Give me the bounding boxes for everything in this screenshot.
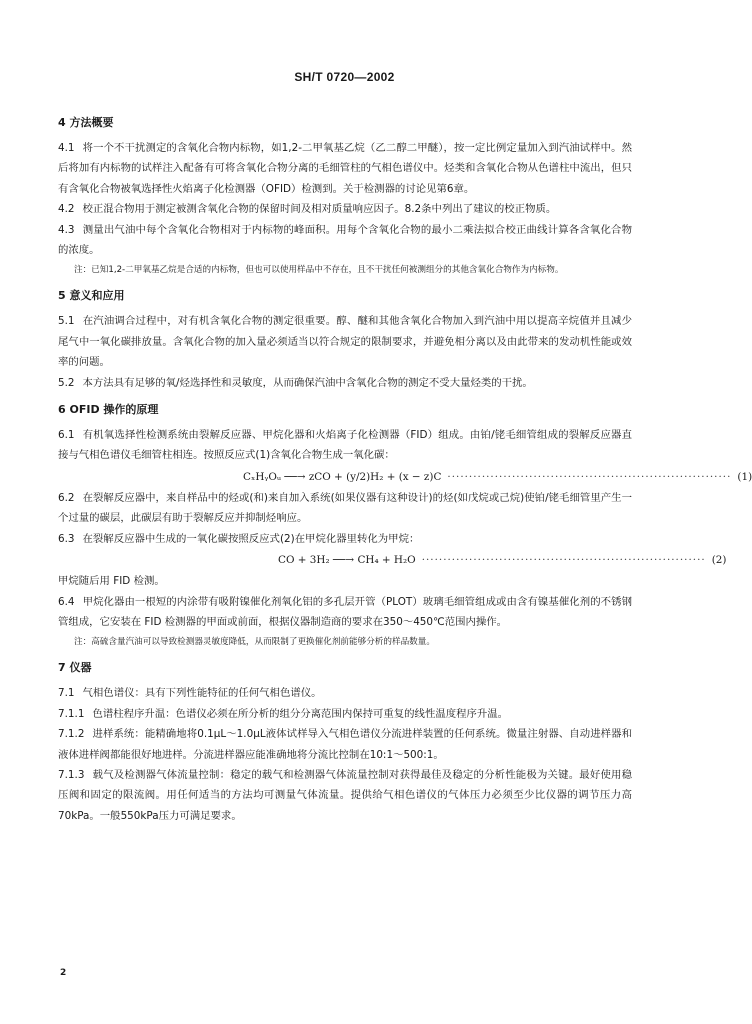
equation-2-number: (2) (711, 554, 727, 567)
section-4-title: 4 方法概要 (58, 116, 114, 129)
clause-number: 5.2 (58, 376, 75, 389)
clause-number: 4.3 (58, 223, 75, 236)
equation-1 (58, 466, 752, 488)
paragraph-7-1-1 (58, 704, 632, 724)
section-5-title: 5 意义和应用 (58, 289, 125, 303)
section-6-title: 6 OFID 操作的原理 (58, 403, 159, 417)
clause-text: 在裂解反应器中，来自样品中的烃或(和)来自加入系统(如果仪器有这种设计)的烃(如戊烷或己烷)使铂/铑毛细管里产生一个过量的碳层，此碳层有助于裂解反应并抑制烃响应。 (58, 491, 632, 525)
clause-text: 在汽油调合过程中，对有机含氧化合物的测定很重要。醇、醚和其他含氧化合物加入到汽油中用以提高辛烷值并且减少尾气中一氧化碳排放量。含氧化合物的加入量必须适当以符合规定的限制要求，并避免相分离以及由此带来的发动机性能或效率的问题。 (58, 315, 632, 369)
note-label: 注： (74, 265, 92, 276)
note-section-6 (58, 634, 632, 651)
paragraph-4-1 (58, 138, 632, 199)
equation-1-number: (1) (737, 470, 752, 483)
clause-text: 校正混合物用于测定被测含氧化合物的保留时间及相对质量响应因子。8.2条中列出了建议的校正物质。 (82, 203, 557, 216)
clause-number: 7.1.2 (58, 728, 85, 741)
section-7 (58, 657, 632, 826)
paragraph-4-2 (58, 199, 632, 219)
paragraph-7-1 (58, 683, 632, 703)
clause-text: 本方法具有足够的氧/烃选择性和灵敏度，从而确保汽油中含氧化合物的测定不受大量烃类的干扰。 (82, 376, 533, 389)
clause-number: 4.2 (58, 203, 75, 216)
section-6 (58, 399, 752, 651)
equation-2-formula: CO + 3H₂ ──→ CH₄ + H₂O (278, 554, 416, 567)
page-number: 2 (60, 968, 67, 978)
clause-number: 7.1 (58, 687, 75, 700)
paragraph-4-3 (58, 220, 632, 261)
clause-text: 将一个不干扰测定的含氧化合物内标物，如1,2-二甲氧基乙烷（乙二醇二甲醚），按一定比例定量加入到汽油试样中。然后将加有内标物的试样注入配备有可将含氧化合物分离的毛细管柱的气相色谱仪中。烃类和含氧化合物从色谱柱中流出，但只有含氧化合物被氧选择性火焰离子化检测器（OFID）检测到。关于检测器的讨论见第6章。 (58, 142, 632, 195)
clause-number: 6.1 (58, 429, 75, 442)
note-text: 高硫含量汽油可以导致检测器灵敏度降低，从而限制了更换催化剂前能够分析的样品数量。 (91, 637, 435, 648)
clause-number: 6.4 (58, 595, 75, 608)
clause-text: 在裂解反应器中生成的一氧化碳按照反应式(2)在甲烷化器里转化为甲烷： (82, 532, 420, 545)
note-label: 注： (74, 637, 92, 648)
note-text: 已知1,2-二甲氧基乙烷是合适的内标物，但也可以使用样品中不存在，且不干扰任何被测组分的其他含氧化合物作为内标物。 (91, 265, 564, 276)
clause-text: 色谱柱程序升温：色谱仪必须在所分析的组分分离范围内保持可重复的线性温度程序升温。 (92, 707, 509, 720)
paragraph-6-1 (58, 425, 632, 466)
paragraph-7-1-3 (58, 765, 632, 826)
section-5 (58, 285, 632, 393)
clause-number: 6.3 (58, 532, 75, 545)
equation-leader-dots: ·································································· (447, 470, 732, 483)
paragraph-6-3-continued: 甲烷随后用 FID 检测。 (58, 575, 165, 588)
paragraph-6-4 (58, 592, 632, 633)
section-7-title: 7 仪器 (58, 661, 92, 675)
clause-number: 5.1 (58, 315, 75, 328)
paragraph-5-1 (58, 311, 632, 372)
clause-text: 载气及检测器气体流量控制：稳定的载气和检测器气体流量控制对获得最佳及稳定的分析性能极为关键。最好使用稳压阀和固定的限流阀。用任何适当的方法均可测量气体流量。提供给气相色谱仪的气体压力必须至少比仪器的调节压力高70kPa。一般550kPa压力可满足要求。 (58, 768, 632, 822)
paragraph-5-2 (58, 373, 632, 393)
standard-code-header: SH/T 0720—2002 (294, 70, 395, 84)
clause-text: 有机氧选择性检测系统由裂解反应器、甲烷化器和火焰离子化检测器（FID）组成。由铂/铑毛细管组成的裂解反应器直接与气相色谱仪毛细管柱相连。按照反应式(1)含氧化合物生成一氧化碳： (58, 429, 632, 462)
clause-number: 4.1 (58, 142, 75, 154)
clause-text: 测量出气油中每个含氧化合物相对于内标物的峰面积。用每个含氧化合物的最小二乘法拟合校正曲线计算各含氧化合物的浓度。 (58, 223, 632, 257)
equation-leader-dots: ·································································· (421, 554, 706, 567)
clause-text: 甲烷化器由一根短的内涂带有吸附镍催化剂氧化铝的多孔层开管（PLOT）玻璃毛细管组成或由含有镍基催化剂的不锈钢管组成，它安装在 FID 检测器的甲面或前面，根据仪器制造商的要求在350～450℃范围内操作。 (58, 595, 632, 628)
clause-number: 7.1.3 (58, 768, 85, 781)
clause-number: 6.2 (58, 491, 75, 504)
clause-number: 7.1.1 (58, 707, 85, 720)
note-section-4 (58, 262, 632, 279)
clause-text: 进样系统：能精确地将0.1μL～1.0μL液体试样导入气相色谱仪分流进样装置的任何系统。微量注射器、自动进样器和液体进样阀都能很好地进样。分流进样器应能准确地将分流比控制在10:1～500:1。 (58, 728, 632, 761)
document-body (58, 112, 752, 832)
equation-2 (58, 549, 727, 571)
paragraph-6-2 (58, 488, 632, 529)
section-4 (58, 112, 632, 279)
clause-text: 气相色谱仪：具有下列性能特征的任何气相色谱仪。 (82, 687, 322, 700)
paragraph-6-3 (58, 529, 632, 549)
paragraph-7-1-2 (58, 724, 632, 765)
equation-1-formula: CₓHᵧOᵤ ──→ zCO + (y/2)H₂ + (x − z)C (243, 470, 442, 483)
